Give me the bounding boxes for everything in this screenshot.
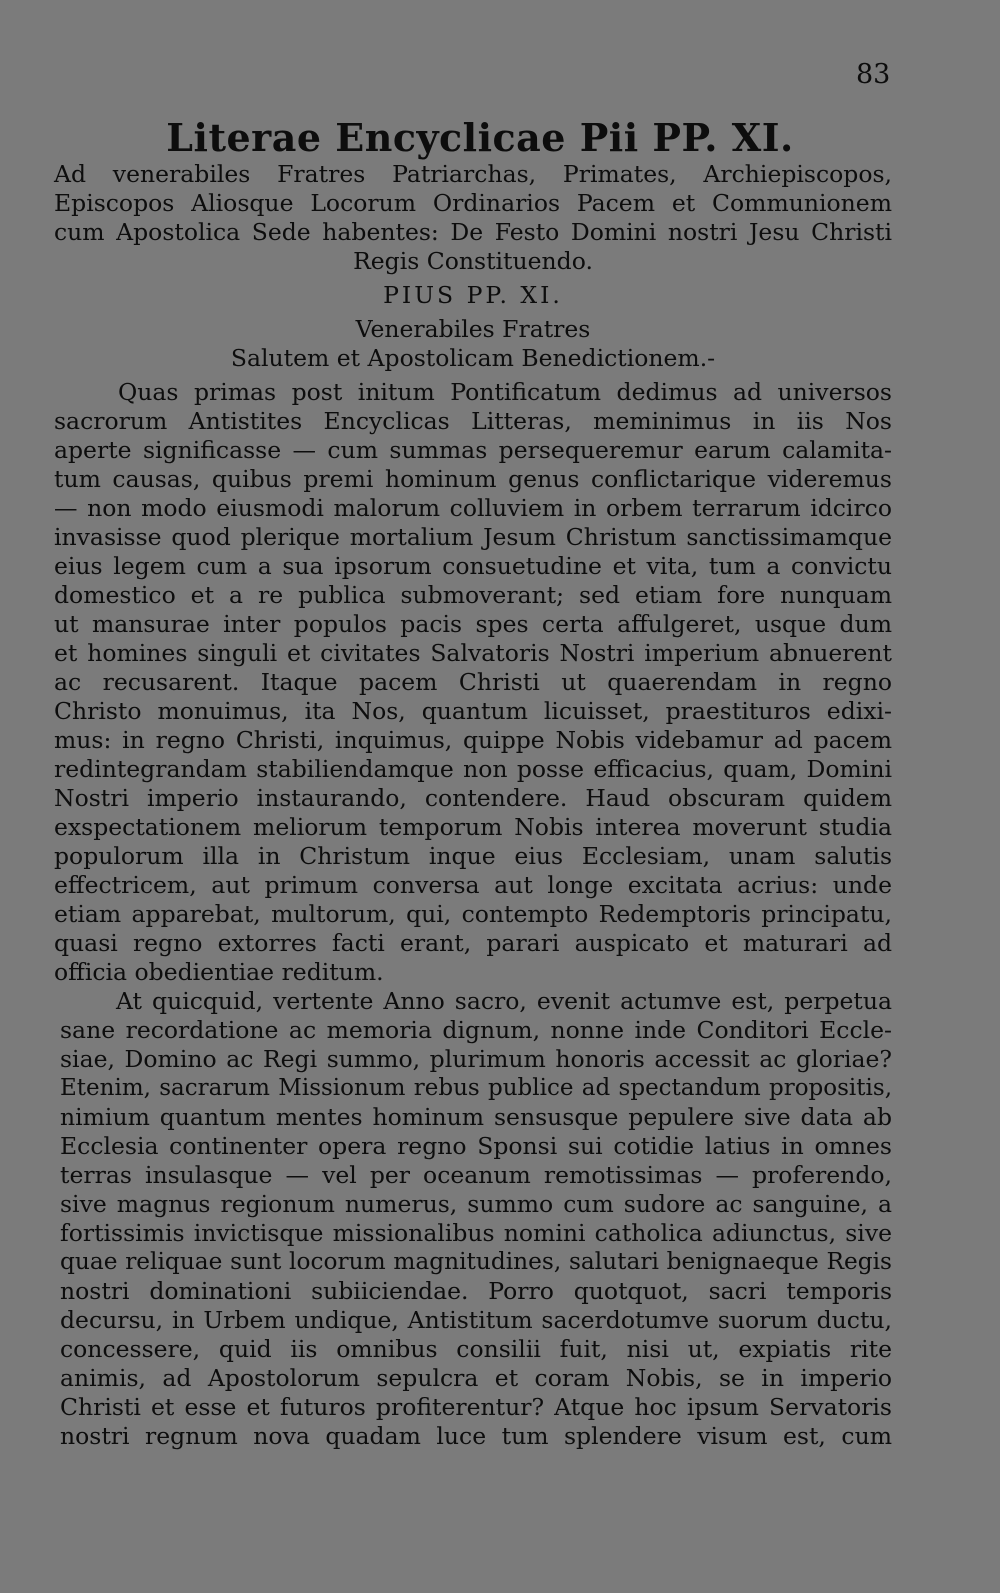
address-line: Ad venerabiles Fratres Patriarchas, Primates, Archiepiscopos, [54, 160, 892, 188]
paragraph-line: invasisse quod plerique mortalium Jesum Christum sanctissimamque [54, 523, 892, 551]
paragraph-line: quae reliquae sunt locorum magnitudines, salutari benignaeque Regis [60, 1248, 892, 1275]
paragraph-line: ac recusarent. Itaque pacem Christi ut quaerendam in regno [54, 668, 892, 696]
page-number: 83 [856, 59, 891, 90]
paragraph-line: populorum illa in Christum inque eius Ecclesiam, unam salutis [54, 842, 892, 870]
paragraph-line: domestico et a re publica submoverant; sed etiam fore nunquam [54, 581, 892, 609]
address-line: cum Apostolica Sede habentes: De Festo Domini nostri Jesu Christi [54, 218, 892, 246]
paragraph-line: et homines singuli et civitates Salvatoris Nostri imperium abnuerent [54, 639, 892, 667]
page-title: Literae Encyclicae Pii PP. XI. [166, 115, 794, 160]
paragraph-line: sive magnus regionum numerus, summo cum sudore ac sanguine, a [60, 1190, 892, 1218]
pope-name: PIUS PP. XI. [383, 281, 563, 309]
salutation-line: Venerabiles Fratres [355, 315, 591, 343]
address-line: Episcopos Aliosque Locorum Ordinarios Pacem et Communionem [54, 189, 892, 217]
paragraph-line: exspectationem meliorum temporum Nobis interea moverunt studia [54, 813, 892, 841]
paragraph-line: sane recordatione ac memoria dignum, nonne inde Conditori Eccle- [60, 1016, 892, 1044]
paragraph-line: nimium quantum mentes hominum sensusque pepulere sive data ab [60, 1103, 892, 1131]
paragraph-line: Ecclesia continenter opera regno Sponsi sui cotidie latius in omnes [60, 1132, 892, 1160]
paragraph-line: concessere, quid iis omnibus consilii fuit, nisi ut, expiatis rite [60, 1335, 892, 1363]
paragraph-line: animis, ad Apostolorum sepulcra et coram Nobis, se in imperio [60, 1364, 892, 1392]
paragraph-line: sacrorum Antistites Encyclicas Litteras, meminimus in iis Nos [54, 407, 892, 435]
address-line: Regis Constituendo. [353, 247, 593, 275]
paragraph-line: decursu, in Urbem undique, Antistitum sacerdotumve suorum ductu, [60, 1306, 892, 1334]
paragraph-line: mus: in regno Christi, inquimus, quippe Nobis videbamur ad pacem [54, 726, 892, 754]
paragraph-line: At quicquid, vertente Anno sacro, evenit actumve est, perpetua [116, 987, 892, 1015]
paragraph-line: fortissimis invictisque missionalibus nomini catholica adiunctus, sive [60, 1219, 892, 1247]
paragraph-line: nostri regnum nova quadam luce tum splendere visum est, cum [60, 1422, 892, 1450]
paragraph-line: eius legem cum a sua ipsorum consuetudine et vita, tum a convictu [54, 552, 892, 580]
paragraph-line: effectricem, aut primum conversa aut longe excitata acrius: unde [54, 871, 892, 899]
paragraph-line: aperte significasse — cum summas persequeremur earum calamita- [54, 436, 892, 464]
paragraph-line: siae, Domino ac Regi summo, plurimum honoris accessit ac gloriae? [60, 1045, 892, 1073]
paragraph-line: Etenim, sacrarum Missionum rebus publice ad spectandum propositis, [60, 1075, 892, 1101]
paragraph-line: — non modo eiusmodi malorum colluviem in orbem terrarum idcirco [54, 494, 892, 522]
salutation-line: Salutem et Apostolicam Benedictionem.- [230, 344, 716, 372]
paragraph-line: tum causas, quibus premi hominum genus conflictarique videremus [54, 465, 892, 493]
paragraph-line: Nostri imperio instaurando, contendere. Haud obscuram quidem [54, 784, 892, 812]
paragraph-line: terras insulasque — vel per oceanum remotissimas — proferendo, [60, 1161, 892, 1189]
paragraph-line: Quas primas post initum Pontificatum dedimus ad universos [118, 378, 892, 406]
paragraph-line: nostri dominationi subiiciendae. Porro quotquot, sacri temporis [60, 1277, 892, 1305]
paragraph-line: Christo monuimus, ita Nos, quantum licuisset, praestituros edixi- [54, 697, 892, 725]
paragraph-line: etiam apparebat, multorum, qui, contempto Redemptoris principatu, [54, 900, 892, 928]
paragraph-line: officia obedientiae reditum. [54, 958, 384, 986]
paragraph-line: quasi regno extorres facti erant, parari auspicato et maturari ad [54, 929, 892, 957]
paragraph-line: ut mansurae inter populos pacis spes certa affulgeret, usque dum [54, 610, 892, 638]
paragraph-line: redintegrandam stabiliendamque non posse efficacius, quam, Domini [54, 755, 892, 783]
paragraph-line: Christi et esse et futuros profiterentur? Atque hoc ipsum Servatoris [60, 1393, 892, 1421]
